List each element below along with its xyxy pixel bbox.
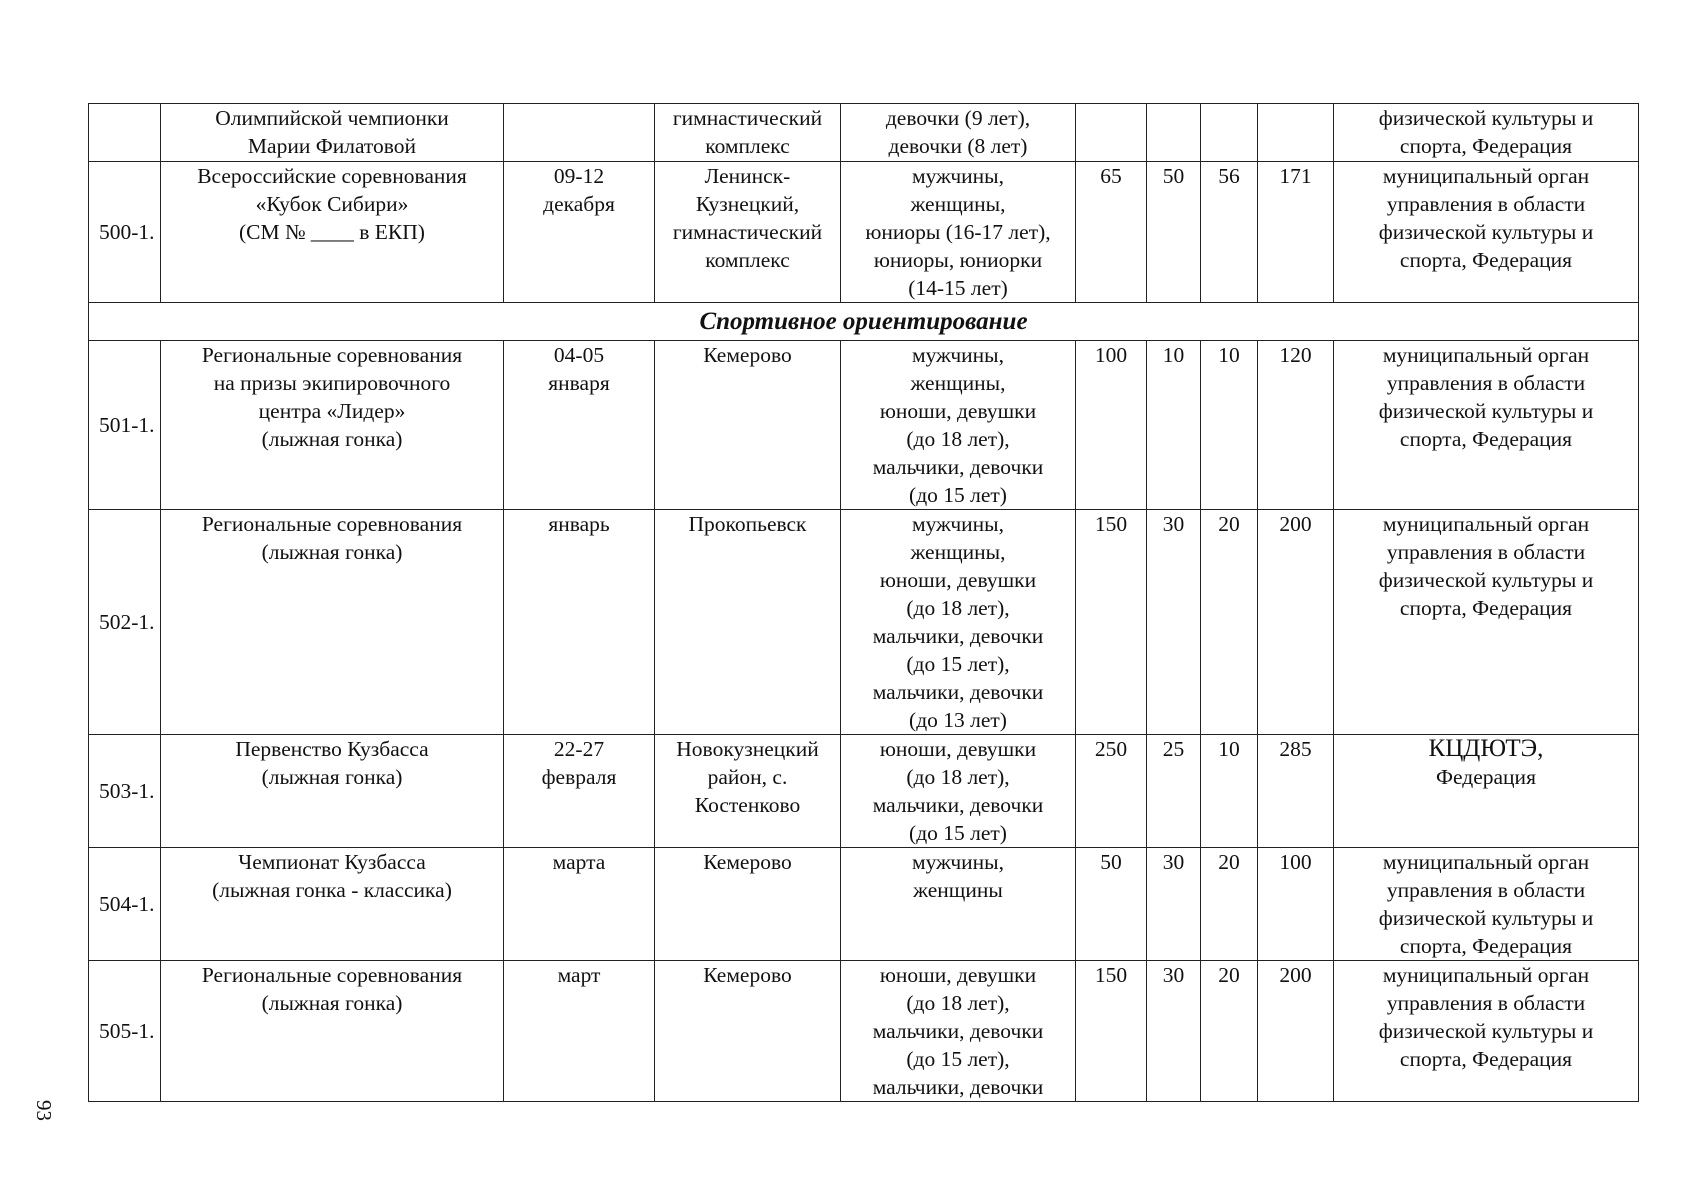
event-name: Чемпионат Кузбасса (лыжная гонка - классика): [161, 848, 504, 961]
section-header-row: [89, 303, 1639, 341]
table-row: [89, 162, 1639, 303]
count-1: 150: [1076, 510, 1147, 735]
count-1: 250: [1076, 735, 1147, 848]
event-name: Региональные соревнования (лыжная гонка): [161, 510, 504, 735]
event-participants: мужчины, женщины, юниоры (16-17 лет), юниоры, юниорки (14-15 лет): [841, 162, 1076, 303]
event-name: Всероссийские соревнования «Кубок Сибири» (СМ № ____ в ЕКП): [161, 162, 504, 303]
table-row: [89, 510, 1639, 735]
event-participants: мужчины, женщины: [841, 848, 1076, 961]
event-place: Кемерово: [655, 341, 841, 510]
event-name: Региональные соревнования на призы экипировочного центра «Лидер» (лыжная гонка): [161, 341, 504, 510]
count-total: 100: [1258, 848, 1334, 961]
event-number: 504-1.: [89, 848, 161, 961]
event-organizer: муниципальный орган управления в области физической культуры и спорта, Федерация: [1334, 961, 1639, 1102]
section-title: Спортивное ориентирование: [89, 303, 1639, 341]
table-row: [89, 104, 1639, 162]
event-participants: мужчины, женщины, юноши, девушки (до 18 лет), мальчики, девочки (до 15 лет): [841, 341, 1076, 510]
event-participants: мужчины, женщины, юноши, девушки (до 18 лет), мальчики, девочки (до 15 лет), мальчики, девочки (до 13 лет): [841, 510, 1076, 735]
count-3: 20: [1201, 961, 1258, 1102]
event-participants: юноши, девушки (до 18 лет), мальчики, девочки (до 15 лет): [841, 735, 1076, 848]
event-organizer: [1334, 735, 1639, 848]
table-row: [89, 341, 1639, 510]
count-1: 50: [1076, 848, 1147, 961]
event-organizer: муниципальный орган управления в области физической культуры и спорта, Федерация: [1334, 162, 1639, 303]
table-row: [89, 848, 1639, 961]
event-organizer: физической культуры и спорта, Федерация: [1334, 104, 1639, 162]
event-participants: девочки (9 лет), девочки (8 лет): [841, 104, 1076, 162]
event-date: 09-12 декабря: [504, 162, 655, 303]
count-2: 50: [1147, 162, 1201, 303]
count-total: 120: [1258, 341, 1334, 510]
event-place: Прокопьевск: [655, 510, 841, 735]
count-total: 171: [1258, 162, 1334, 303]
events-table: [88, 103, 1639, 1102]
count-1: 100: [1076, 341, 1147, 510]
event-name: Первенство Кузбасса (лыжная гонка): [161, 735, 504, 848]
count-2: 30: [1147, 961, 1201, 1102]
count-2: 30: [1147, 848, 1201, 961]
count-3: 56: [1201, 162, 1258, 303]
event-participants: юноши, девушки (до 18 лет), мальчики, девочки (до 15 лет), мальчики, девочки: [841, 961, 1076, 1102]
table-row: [89, 735, 1639, 848]
count-1: [1076, 104, 1147, 162]
count-1: 150: [1076, 961, 1147, 1102]
event-place: Ленинск- Кузнецкий, гимнастический комплекс: [655, 162, 841, 303]
count-3: 20: [1201, 510, 1258, 735]
count-2: 30: [1147, 510, 1201, 735]
page-number: 93: [32, 1100, 56, 1121]
event-number: 502-1.: [89, 510, 161, 735]
count-3: 10: [1201, 735, 1258, 848]
event-number: 500-1.: [89, 162, 161, 303]
event-date: марта: [504, 848, 655, 961]
organizer-federation: Федерация: [1436, 765, 1536, 789]
event-organizer: муниципальный орган управления в области физической культуры и спорта, Федерация: [1334, 848, 1639, 961]
event-number: 501-1.: [89, 341, 161, 510]
event-organizer: муниципальный орган управления в области физической культуры и спорта, Федерация: [1334, 341, 1639, 510]
event-name: Региональные соревнования (лыжная гонка): [161, 961, 504, 1102]
event-date: 04-05 января: [504, 341, 655, 510]
count-total: 200: [1258, 510, 1334, 735]
count-total: 200: [1258, 961, 1334, 1102]
event-name: Олимпийской чемпионки Марии Филатовой: [161, 104, 504, 162]
event-place: Кемерово: [655, 848, 841, 961]
table-row: [89, 961, 1639, 1102]
event-date: март: [504, 961, 655, 1102]
event-date: 22-27 февраля: [504, 735, 655, 848]
count-total: 285: [1258, 735, 1334, 848]
organizer-abbrev: КЦДЮТЭ,: [1428, 735, 1544, 762]
count-3: [1201, 104, 1258, 162]
count-2: [1147, 104, 1201, 162]
event-number: 503-1.: [89, 735, 161, 848]
event-date: январь: [504, 510, 655, 735]
count-3: 10: [1201, 341, 1258, 510]
event-organizer: муниципальный орган управления в области физической культуры и спорта, Федерация: [1334, 510, 1639, 735]
event-date: [504, 104, 655, 162]
event-place: Кемерово: [655, 961, 841, 1102]
count-3: 20: [1201, 848, 1258, 961]
event-place: Новокузнецкий район, с. Костенково: [655, 735, 841, 848]
event-number: [89, 104, 161, 162]
count-total: [1258, 104, 1334, 162]
event-place: гимнастический комплекс: [655, 104, 841, 162]
count-1: 65: [1076, 162, 1147, 303]
count-2: 25: [1147, 735, 1201, 848]
count-2: 10: [1147, 341, 1201, 510]
event-number: 505-1.: [89, 961, 161, 1102]
